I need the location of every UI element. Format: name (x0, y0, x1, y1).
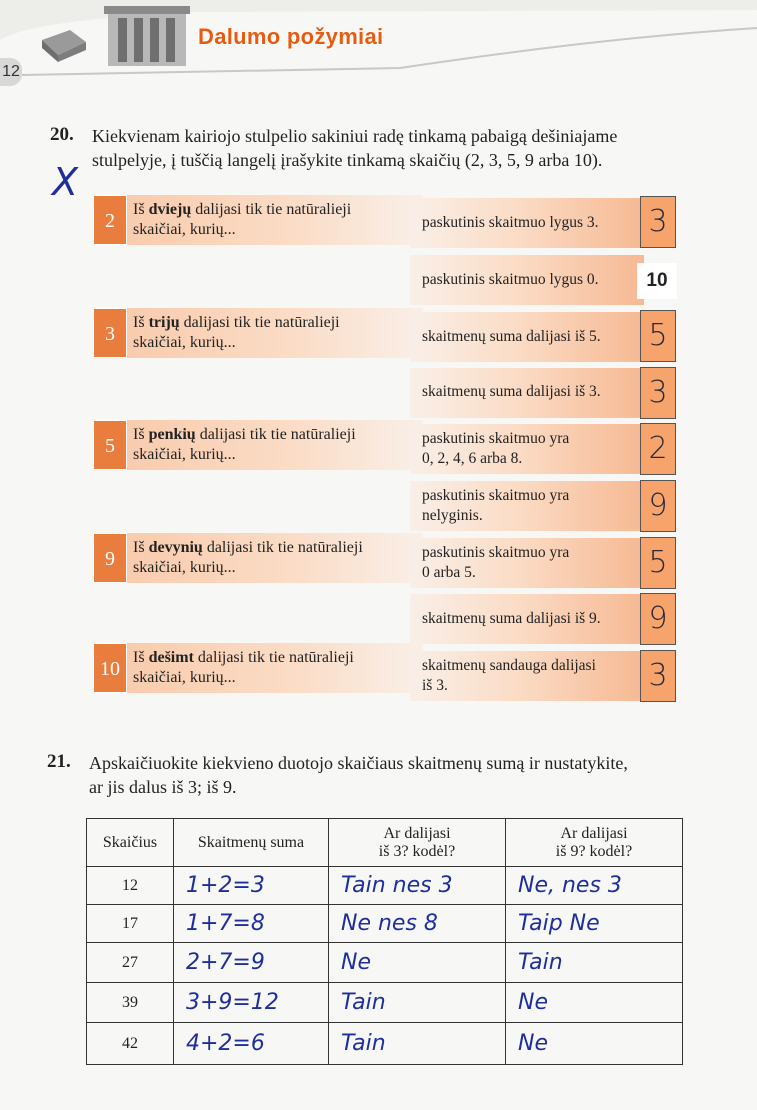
right-item-text: skaitmenų sandauga dalijasi iš 3. (422, 657, 596, 694)
left-item-number: 10 (93, 643, 127, 693)
right-item-text: paskutinis skaitmuo yra 0 arba 5. (422, 544, 570, 581)
table-row (87, 1023, 683, 1065)
sum-cell[interactable]: 1+2=3 (174, 867, 329, 905)
handwritten-answer: 2 (648, 431, 668, 466)
div3-cell[interactable]: Ne (329, 943, 506, 983)
left-item (93, 195, 423, 245)
div9-cell[interactable]: Ne, nes 3 (506, 867, 683, 905)
header-line: Ar dalijasi (383, 824, 451, 842)
right-item-text: paskutinis skaitmuo lygus 3. (422, 214, 599, 231)
table-row (87, 905, 683, 943)
left-item-number: 9 (93, 533, 127, 583)
left-item (93, 643, 423, 693)
number-cell: 12 (87, 867, 174, 905)
right-item (410, 538, 644, 588)
sum-cell[interactable]: 4+2=6 (174, 1023, 329, 1065)
instruction-line: stulpelyje, į tuščią langelį įrašykite tinkamą skaičių (2, 3, 5, 9 arba 10). (92, 150, 603, 170)
answer-box[interactable] (640, 593, 676, 645)
div3-cell[interactable]: Tain (329, 1023, 506, 1065)
handwritten-answer: 5 (648, 545, 668, 580)
answer-box[interactable] (640, 537, 676, 589)
exercise-21-instruction (89, 751, 729, 799)
handwritten-answer: 9 (648, 601, 668, 636)
section-title: Dalumo požymiai (198, 24, 384, 49)
right-item (410, 198, 644, 248)
div3-cell[interactable]: Tain nes 3 (329, 867, 506, 905)
exercise-20-number: 20. (50, 124, 74, 145)
handwritten-answer: 5 (648, 318, 668, 353)
handwritten-answer: 3 (648, 375, 668, 410)
right-item (410, 424, 644, 474)
right-item (410, 481, 644, 531)
number-cell: 17 (87, 905, 174, 943)
column-header: Skaičius (87, 819, 174, 867)
left-item-text: Iš trijų dalijasi tik tie natūralieji skaičiai, kurių... (133, 314, 340, 351)
exercise-21-number: 21. (47, 751, 71, 772)
column-header (329, 819, 506, 867)
left-item-text: Iš devynių dalijasi tik tie natūralieji skaičiai, kurių... (133, 539, 363, 576)
left-item-text: Iš dešimt dalijasi tik tie natūralieji skaičiai, kurių... (133, 649, 354, 686)
right-item-text: paskutinis skaitmuo yra 0, 2, 4, 6 arba 8. (422, 430, 570, 467)
right-item-text: skaitmenų suma dalijasi iš 9. (422, 610, 601, 627)
sum-cell[interactable]: 1+7=8 (174, 905, 329, 943)
instruction-line: ar jis dalus iš 3; iš 9. (89, 777, 237, 797)
left-item (93, 420, 423, 470)
header-line: iš 3? kodėl? (378, 842, 456, 860)
div3-cell[interactable]: Ne nes 8 (329, 905, 506, 943)
handwritten-answer: 3 (648, 204, 668, 239)
instruction-line: Kiekvienam kairiojo stulpelio sakiniui radę tinkamą pabaigą dešiniajame (92, 126, 618, 146)
page-number: 12 (0, 58, 22, 86)
left-item (93, 533, 423, 583)
right-item (410, 651, 644, 701)
exercise-20-instruction (92, 124, 712, 172)
right-item-text: skaitmenų suma dalijasi iš 5. (422, 328, 601, 345)
answer-box[interactable] (640, 480, 676, 532)
handwritten-answer: 9 (648, 488, 668, 523)
right-item (410, 312, 644, 362)
number-cell: 39 (87, 983, 174, 1023)
instruction-line: Apskaičiuokite kiekvieno duotojo skaičiaus skaitmenų sumą ir nustatykite, (89, 753, 628, 773)
left-item-number: 2 (93, 195, 127, 245)
number-cell: 42 (87, 1023, 174, 1065)
right-item (410, 255, 644, 305)
left-item-number: 3 (93, 308, 127, 358)
div3-cell[interactable]: Tain (329, 983, 506, 1023)
div9-cell[interactable]: Ne (506, 983, 683, 1023)
page-header (0, 0, 757, 95)
column-header: Skaitmenų suma (174, 819, 329, 867)
answer-box[interactable] (640, 310, 676, 362)
left-item-number: 5 (93, 420, 127, 470)
div9-cell[interactable]: Tain (506, 943, 683, 983)
left-item-text: Iš dviejų dalijasi tik tie natūralieji skaičiai, kurių... (133, 201, 352, 238)
answer-box[interactable] (640, 367, 676, 419)
answer-box[interactable] (640, 196, 676, 248)
div9-cell[interactable]: Taip Ne (506, 905, 683, 943)
number-cell: 27 (87, 943, 174, 983)
div9-cell[interactable]: Ne (506, 1023, 683, 1065)
header-line: Ar dalijasi (560, 824, 628, 842)
digit-sum-table (86, 818, 683, 1065)
left-item-text: Iš penkių dalijasi tik tie natūralieji skaičiai, kurių... (133, 426, 356, 463)
sum-cell[interactable]: 2+7=9 (174, 943, 329, 983)
answer-box-typed[interactable]: 10 (637, 263, 677, 299)
answer-box[interactable] (640, 650, 676, 702)
table-row (87, 943, 683, 983)
handwritten-answer: 3 (648, 658, 668, 693)
right-item (410, 368, 644, 418)
handwritten-cross-mark: X (52, 160, 79, 204)
column-header (506, 819, 683, 867)
right-item-text: skaitmenų suma dalijasi iš 3. (422, 383, 601, 400)
right-item-text: paskutinis skaitmuo lygus 0. (422, 271, 599, 288)
answer-box[interactable] (640, 423, 676, 475)
table-header-row (87, 819, 683, 867)
right-item (410, 594, 644, 644)
left-item (93, 308, 423, 358)
header-line: iš 9? kodėl? (555, 842, 633, 860)
table-row (87, 867, 683, 905)
table-row (87, 983, 683, 1023)
sum-cell[interactable]: 3+9=12 (174, 983, 329, 1023)
right-item-text: paskutinis skaitmuo yra nelyginis. (422, 487, 570, 524)
